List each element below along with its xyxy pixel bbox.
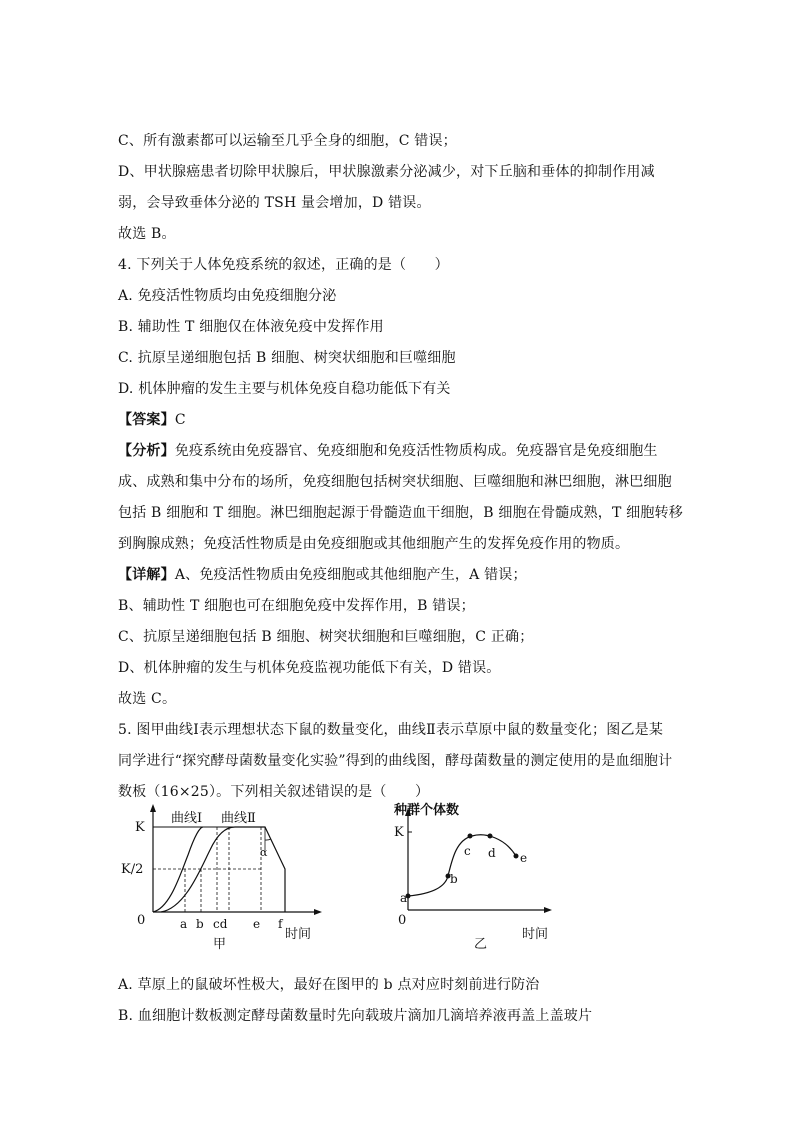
question-4-option-c: C. 抗原呈递细胞包括 B 细胞、树突状细胞和巨噬细胞 <box>118 350 456 366</box>
question-4-option-d: D. 机体肿瘤的发生主要与机体免疫自稳功能低下有关 <box>118 381 451 397</box>
analysis-line-1 <box>118 441 658 461</box>
figure-jia <box>121 800 340 960</box>
answer-tag: 【答案】 <box>118 412 175 428</box>
analysis-line-3: 包括 B 细胞和 T 细胞。淋巴细胞起源于骨髓造血干细胞，B 细胞在骨髓成熟，T 细胞转移 <box>118 505 683 521</box>
curve-1 <box>153 827 203 912</box>
point-a-label: a <box>400 891 408 905</box>
x-tick-b: b <box>196 917 204 931</box>
origin-label: 0 <box>398 913 407 928</box>
text-line-3: 弱，会导致垂体分泌的 TSH 量会增加，D 错误。 <box>118 195 431 211</box>
y-tick-k2: K/2 <box>121 862 144 877</box>
growth-curve <box>408 835 516 896</box>
analysis-tag: 【分析】 <box>118 443 175 459</box>
point-d <box>488 834 493 839</box>
point-e-label: e <box>520 851 528 865</box>
point-d-label: d <box>488 846 496 860</box>
x-tick-e: e <box>253 917 261 931</box>
alpha-label: α <box>260 846 268 859</box>
x-axis-label: 时间 <box>285 927 312 942</box>
conclusion-line: 故选 C。 <box>118 691 177 707</box>
y-tick-k: K <box>394 825 404 840</box>
question-4-option-b: B. 辅助性 T 细胞仅在体液免疫中发挥作用 <box>118 319 384 335</box>
point-b-label: b <box>450 872 458 886</box>
analysis-line-4: 到胸腺成熟；免疫活性物质是由免疫细胞或其他细胞产生的发挥免疫作用的物质。 <box>118 536 630 552</box>
y-tick-k: K <box>135 820 145 835</box>
figure-jia-caption: 甲 <box>213 937 227 952</box>
point-c <box>468 834 473 839</box>
detail-line-2: B、辅助性 T 细胞也可在细胞免疫中发挥作用，B 错误； <box>118 598 475 614</box>
detail-line-4: D、机体肿瘤的发生与机体免疫监视功能低下有关，D 错误。 <box>118 660 501 676</box>
figure-yi-caption: 乙 <box>474 937 488 952</box>
question-4-option-a: A. 免疫活性物质均由免疫细胞分泌 <box>118 288 337 304</box>
x-tick-a: a <box>180 917 188 931</box>
question-5-option-b: B. 血细胞计数板测定酵母菌数量时先向载玻片滴加几滴培养液再盖上盖玻片 <box>118 1008 593 1024</box>
question-5-stem-3: 数板（16×25）。下列相关叙述错误的是（ ） <box>118 784 430 800</box>
x-axis-label: 时间 <box>522 927 549 942</box>
detail-line-3: C、抗原呈递细胞包括 B 细胞、树突状细胞和巨噬细胞，C 正确； <box>118 629 534 645</box>
analysis-line-2: 成、成熟和集中分布的场所，免疫细胞包括树突状细胞、巨噬细胞和淋巴细胞，淋巴细胞 <box>118 474 672 490</box>
question-5-stem-1: 5. 图甲曲线Ⅰ表示理想状态下鼠的数量变化，曲线Ⅱ表示草原中鼠的数量变化；图乙是某 <box>118 722 664 738</box>
text-line-4: 故选 B。 <box>118 226 176 242</box>
curve-2-label: 曲线Ⅱ <box>221 811 256 826</box>
detail-line-1 <box>118 565 527 585</box>
point-e <box>514 854 519 859</box>
detail-text: A、免疫活性物质由免疫细胞或其他细胞产生，A 错误； <box>174 567 527 583</box>
analysis-text: 免疫系统由免疫器官、免疫细胞和免疫活性物质构成。免疫器官是免疫细胞生 <box>174 443 658 459</box>
x-tick-f: f <box>278 917 283 931</box>
point-c-label: c <box>464 844 471 858</box>
origin-label: 0 <box>137 913 146 928</box>
question-4-stem: 4. 下列关于人体免疫系统的叙述，正确的是（ ） <box>118 257 449 273</box>
answer-value: C <box>174 412 186 428</box>
y-axis-label: 种群个体数 <box>394 803 460 818</box>
question-5-stem-2: 同学进行“探究酵母菌数量变化实验”得到的曲线图，酵母菌数量的测定使用的是血细胞计 <box>118 753 673 769</box>
text-line-2: D、甲状腺癌患者切除甲状腺后，甲状腺激素分泌减少，对下丘脑和垂体的抑制作用减 <box>118 164 655 180</box>
detail-tag: 【详解】 <box>118 567 175 583</box>
answer-line <box>118 410 186 430</box>
text-line-1: C、所有激素都可以运输至几乎全身的细胞，C 错误； <box>118 133 457 149</box>
question-5-option-a: A. 草原上的鼠破坏性极大，最好在图甲的 b 点对应时刻前进行防治 <box>118 977 540 993</box>
curve-1-label: 曲线Ⅰ <box>171 811 203 826</box>
figure-yi <box>390 800 570 960</box>
x-tick-cd: cd <box>213 917 228 931</box>
